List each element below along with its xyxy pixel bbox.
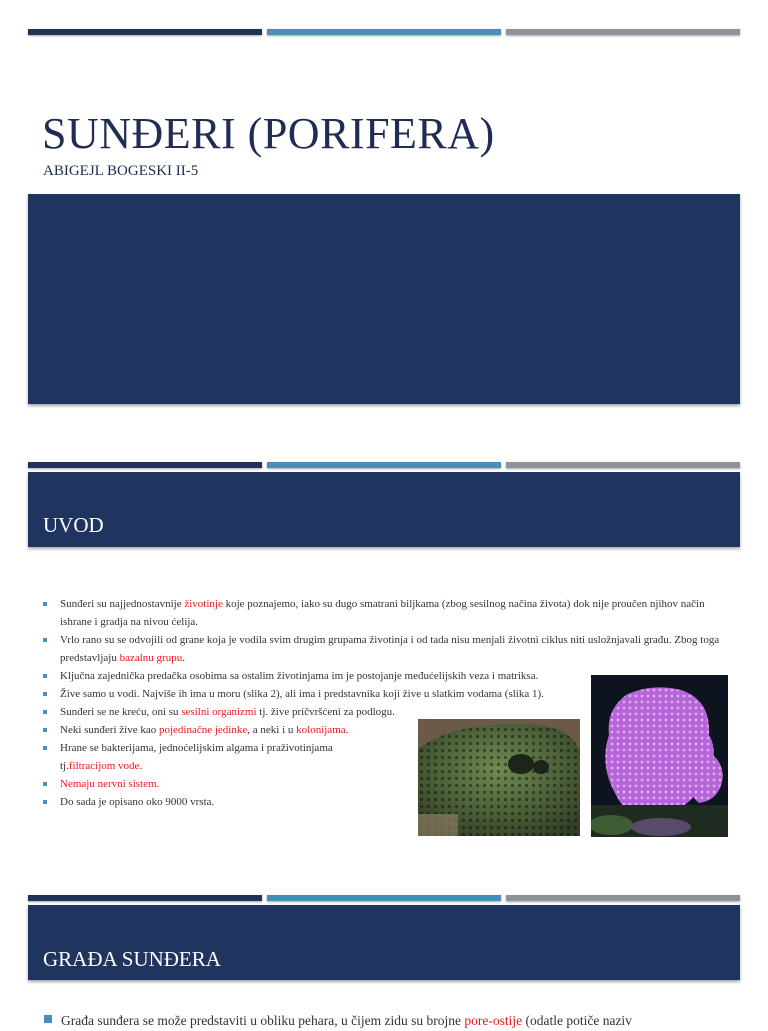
bullet-item: Vrlo rano su se odvojili od grane koja je vodila svim drugim grupama životinja i od tada nisu menjali životni ciklus niti usložnjavali građu. Zbog toga predstavljaju bazalnu grupu. — [42, 631, 735, 667]
bullet-item: Ključna zajednička predačka osobima sa ostalim životinjama im je postojanje međućelijskih veza i matriksa. — [42, 667, 732, 685]
accent-bar-dark — [28, 462, 262, 468]
accent-bar-gray — [506, 895, 740, 901]
slide1-navy-panel — [28, 194, 740, 404]
bullet-text: Građa sunđera se može predstaviti u obliku pehara, u čijem zidu su brojne pore-ostije (odatle potiče naziv — [61, 1013, 632, 1028]
bullet-item: Do sada je opisano oko 9000 vrsta. — [42, 793, 732, 811]
accent-bar-gray — [506, 29, 740, 35]
slide1-subtitle: ABIGEJL BOGESKI II-5 — [43, 163, 199, 179]
bullet-item: Hrane se bakterijama, jednoćelijskim algama i praživotinjama tj.filtracijom vode. — [42, 739, 370, 775]
slide2-heading: UVOD — [43, 513, 104, 537]
accent-bar-dark — [28, 895, 262, 901]
bullet-item: Sunđeri su najjednostavnije životinje koje poznajemo, iako su dugo smatrani biljkama (zbog sesilnog načina života) dok nije proučen njihov način ishrane i gradja na nivou ćelija. — [42, 595, 720, 631]
accent-bar-blue — [267, 29, 501, 35]
accent-bar-blue — [267, 895, 501, 901]
bullet-item: Nemaju nervni sistem. — [42, 775, 732, 793]
slide2-heading-panel — [28, 472, 740, 547]
slide1-top-bars — [28, 29, 740, 37]
bullet-item: Sunđeri se ne kreću, oni su sesilni organizmi tj. žive pričvršćeni za podlogu. — [42, 703, 732, 721]
bullet-marker — [44, 1015, 52, 1023]
freshwater-sponge-photo — [418, 719, 580, 836]
accent-bar-dark — [28, 29, 262, 35]
marine-sponge-photo — [591, 675, 728, 837]
slide3-heading-panel — [28, 905, 740, 980]
accent-bar-blue — [267, 462, 501, 468]
slide2-top-bars — [28, 462, 740, 470]
slide3-top-bars — [28, 895, 740, 903]
accent-bar-gray — [506, 462, 740, 468]
bullet-item: Neki sunđeri žive kao pojedinačne jedinke, a neki i u kolonijama. — [42, 721, 732, 739]
slide3-heading: GRAĐA SUNĐERA — [43, 947, 221, 971]
slide1-title: SUNĐERI (PORIFERA) — [42, 109, 495, 158]
bullet-item: Žive samo u vodi. Najviše ih ima u moru (slika 2), ali ima i predstavnika koji žive u slatkim vodama (slika 1). — [42, 685, 732, 703]
